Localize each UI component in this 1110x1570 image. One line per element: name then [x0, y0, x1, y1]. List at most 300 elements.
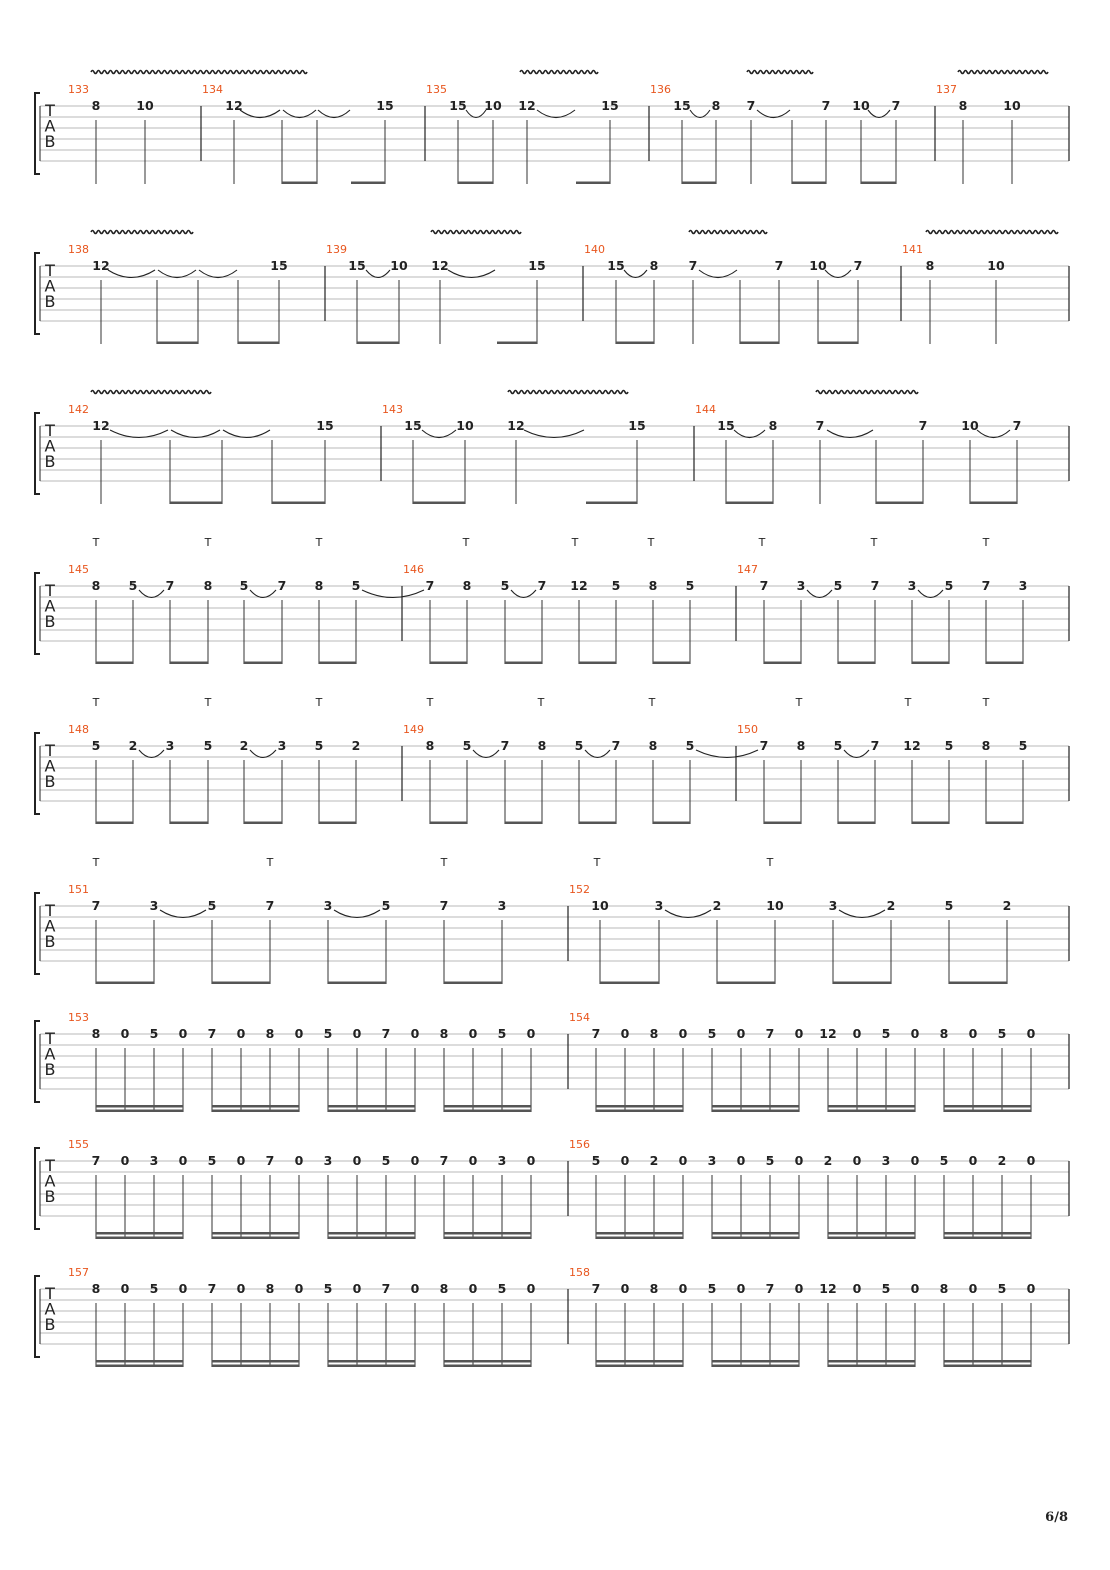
- beam: [596, 1232, 683, 1235]
- measure-number: 150: [737, 723, 758, 736]
- tie: [624, 270, 647, 278]
- system-bracket: [35, 413, 40, 494]
- tap-mark: T: [795, 696, 803, 709]
- beam: [986, 822, 1023, 825]
- fret-number: 0: [410, 1281, 420, 1296]
- fret-number: 7: [746, 98, 756, 113]
- tab-clef-letter: B: [44, 1187, 56, 1206]
- fret-number: 5: [833, 578, 843, 593]
- fret-number: 8: [537, 738, 547, 753]
- tie: [868, 110, 890, 118]
- beam: [430, 822, 467, 825]
- tap-mark: T: [204, 696, 212, 709]
- system-bracket: [35, 733, 40, 814]
- beam: [828, 1365, 915, 1368]
- vibrato-mark: [689, 231, 767, 234]
- beam: [876, 502, 923, 505]
- fret-number: 3: [149, 898, 159, 913]
- fret-number: 5: [91, 738, 101, 753]
- tap-mark: T: [593, 856, 601, 869]
- fret-number: 5: [944, 738, 954, 753]
- tap-mark: T: [766, 856, 774, 869]
- fret-number: 5: [323, 1281, 333, 1296]
- fret-number: 0: [1026, 1281, 1036, 1296]
- beam: [576, 182, 610, 185]
- tab-clef-letter: A: [44, 1044, 56, 1064]
- fret-number: 5: [611, 578, 621, 593]
- fret-number: 0: [968, 1281, 978, 1296]
- tie: [473, 750, 499, 758]
- beam: [328, 1237, 415, 1240]
- fret-number: 5: [685, 578, 695, 593]
- fret-number: 0: [526, 1281, 536, 1296]
- beam: [944, 1110, 1031, 1113]
- vibrato-mark: [816, 391, 918, 394]
- beam: [505, 822, 542, 825]
- fret-number: 5: [591, 1153, 601, 1168]
- fret-number: 7: [439, 898, 449, 913]
- fret-number: 0: [678, 1153, 688, 1168]
- beam: [497, 342, 537, 345]
- fret-number: 8: [649, 1026, 659, 1041]
- beam: [944, 1232, 1031, 1235]
- fret-number: 7: [918, 418, 928, 433]
- fret-number: 8: [439, 1281, 449, 1296]
- tap-mark: T: [266, 856, 274, 869]
- fret-number: 10: [484, 98, 502, 113]
- fret-number: 8: [939, 1281, 949, 1296]
- fret-number: 8: [265, 1281, 275, 1296]
- fret-number: 0: [526, 1153, 536, 1168]
- tie: [585, 750, 610, 758]
- fret-number: 5: [207, 1153, 217, 1168]
- beam: [912, 822, 949, 825]
- tab-system: [35, 391, 1069, 505]
- fret-number: 0: [294, 1153, 304, 1168]
- fret-number: 7: [165, 578, 175, 593]
- fret-number: 5: [351, 578, 361, 593]
- measure-number: 154: [569, 1011, 590, 1024]
- tap-mark: T: [758, 536, 766, 549]
- tab-clef-letter: T: [45, 901, 55, 920]
- fret-number: 5: [997, 1026, 1007, 1041]
- tab-clef-letter: T: [45, 1156, 55, 1175]
- fret-number: 5: [128, 578, 138, 593]
- tie: [690, 110, 710, 118]
- beam: [682, 182, 716, 185]
- beam: [157, 342, 198, 345]
- measure-number: 133: [68, 83, 89, 96]
- beam: [444, 1360, 531, 1363]
- fret-number: 8: [768, 418, 778, 433]
- fret-number: 12: [92, 258, 110, 273]
- tap-mark: T: [204, 536, 212, 549]
- fret-number: 5: [239, 578, 249, 593]
- beam: [944, 1105, 1031, 1108]
- tab-clef-letter: B: [44, 292, 56, 311]
- tap-mark: T: [870, 536, 878, 549]
- fret-number: 12: [819, 1026, 837, 1041]
- fret-number: 0: [910, 1026, 920, 1041]
- tie: [422, 430, 456, 438]
- tie: [318, 110, 350, 118]
- beam: [328, 1232, 415, 1235]
- tab-clef-letter: A: [44, 116, 56, 136]
- tie: [108, 270, 155, 278]
- fret-number: 0: [120, 1281, 130, 1296]
- beam: [430, 662, 467, 665]
- fret-number: 5: [939, 1153, 949, 1168]
- fret-number: 15: [449, 98, 467, 113]
- beam: [96, 1237, 183, 1240]
- fret-number: 7: [277, 578, 287, 593]
- fret-number: 8: [314, 578, 324, 593]
- fret-number: 7: [870, 738, 880, 753]
- beam: [596, 1237, 683, 1240]
- beam: [726, 502, 773, 505]
- fret-number: 3: [149, 1153, 159, 1168]
- fret-number: 8: [462, 578, 472, 593]
- fret-number: 0: [178, 1026, 188, 1041]
- fret-number: 5: [833, 738, 843, 753]
- fret-number: 0: [410, 1026, 420, 1041]
- tab-clef-letter: B: [44, 452, 56, 471]
- fret-number: 8: [91, 578, 101, 593]
- fret-number: 0: [178, 1153, 188, 1168]
- vibrato-mark: [747, 71, 813, 74]
- beam: [244, 822, 282, 825]
- tie: [665, 910, 711, 918]
- beam: [828, 1110, 915, 1113]
- fret-number: 7: [591, 1281, 601, 1296]
- tie: [977, 430, 1010, 438]
- fret-number: 3: [881, 1153, 891, 1168]
- vibrato-mark: [926, 231, 1058, 234]
- beam: [970, 502, 1017, 505]
- beam: [828, 1237, 915, 1240]
- fret-number: 0: [120, 1153, 130, 1168]
- beam: [712, 1232, 799, 1235]
- fret-number: 5: [997, 1281, 1007, 1296]
- tie: [158, 270, 196, 278]
- fret-number: 8: [91, 98, 101, 113]
- tie: [139, 750, 164, 758]
- vibrato-mark: [431, 231, 521, 234]
- fret-number: 0: [352, 1281, 362, 1296]
- fret-number: 7: [611, 738, 621, 753]
- beam: [328, 1105, 415, 1108]
- fret-number: 2: [712, 898, 722, 913]
- beam: [413, 502, 465, 505]
- fret-number: 5: [881, 1026, 891, 1041]
- measure-number: 155: [68, 1138, 89, 1151]
- tab-system: [35, 1011, 1069, 1112]
- fret-number: 0: [620, 1281, 630, 1296]
- beam: [444, 1105, 531, 1108]
- beam: [986, 662, 1023, 665]
- tie: [537, 110, 575, 118]
- fret-number: 3: [497, 898, 507, 913]
- fret-number: 3: [796, 578, 806, 593]
- tie: [466, 110, 486, 118]
- fret-number: 7: [439, 1153, 449, 1168]
- tab-clef-letter: B: [44, 132, 56, 151]
- tap-mark: T: [92, 696, 100, 709]
- tie: [757, 110, 790, 118]
- vibrato-mark: [91, 231, 193, 234]
- fret-number: 12: [92, 418, 110, 433]
- fret-number: 2: [649, 1153, 659, 1168]
- fret-number: 0: [294, 1281, 304, 1296]
- system-bracket: [35, 893, 40, 974]
- tab-clef-letter: T: [45, 1029, 55, 1048]
- fret-number: 5: [207, 898, 217, 913]
- fret-number: 5: [944, 898, 954, 913]
- beam: [838, 662, 875, 665]
- fret-number: 7: [381, 1281, 391, 1296]
- beam: [818, 342, 858, 345]
- fret-number: 5: [149, 1281, 159, 1296]
- tap-mark: T: [571, 536, 579, 549]
- tap-mark: T: [440, 856, 448, 869]
- fret-number: 3: [323, 898, 333, 913]
- beam: [828, 1232, 915, 1235]
- measure-number: 136: [650, 83, 671, 96]
- fret-number: 0: [852, 1026, 862, 1041]
- tab-clef-letter: T: [45, 421, 55, 440]
- beam: [616, 342, 654, 345]
- fret-number: 0: [120, 1026, 130, 1041]
- beam: [272, 502, 325, 505]
- fret-number: 5: [574, 738, 584, 753]
- beam: [712, 1360, 799, 1363]
- beam: [212, 1105, 299, 1108]
- beam: [212, 1237, 299, 1240]
- fret-number: 8: [649, 1281, 659, 1296]
- tie: [839, 910, 885, 918]
- fret-number: 0: [968, 1026, 978, 1041]
- beam: [212, 1232, 299, 1235]
- tie: [171, 430, 220, 438]
- beam: [319, 662, 356, 665]
- fret-number: 0: [410, 1153, 420, 1168]
- beam: [944, 1360, 1031, 1363]
- beam: [212, 1365, 299, 1368]
- tap-mark: T: [648, 696, 656, 709]
- fret-number: 15: [673, 98, 691, 113]
- tap-mark: T: [426, 696, 434, 709]
- tie: [199, 270, 237, 278]
- tab-clef-letter: B: [44, 932, 56, 951]
- beam: [444, 982, 502, 985]
- tab-clef-letter: A: [44, 436, 56, 456]
- tab-system: [35, 856, 1069, 984]
- fret-number: 15: [601, 98, 619, 113]
- beam: [282, 182, 317, 185]
- fret-number: 7: [981, 578, 991, 593]
- measure-number: 156: [569, 1138, 590, 1151]
- fret-number: 3: [277, 738, 287, 753]
- tab-clef-letter: A: [44, 1171, 56, 1191]
- fret-number: 7: [207, 1281, 217, 1296]
- fret-number: 5: [944, 578, 954, 593]
- fret-number: 12: [431, 258, 449, 273]
- beam: [712, 1105, 799, 1108]
- tap-mark: T: [537, 696, 545, 709]
- beam: [328, 1110, 415, 1113]
- fret-number: 2: [997, 1153, 1007, 1168]
- measure-number: 138: [68, 243, 89, 256]
- tie: [223, 430, 270, 438]
- tab-system: [35, 231, 1069, 345]
- tie: [844, 750, 869, 758]
- beam: [96, 1365, 183, 1368]
- fret-number: 0: [1026, 1026, 1036, 1041]
- vibrato-mark: [958, 71, 1048, 74]
- fret-number: 5: [381, 898, 391, 913]
- fret-number: 0: [468, 1153, 478, 1168]
- fret-number: 7: [265, 898, 275, 913]
- fret-number: 3: [497, 1153, 507, 1168]
- fret-number: 12: [819, 1281, 837, 1296]
- tab-clef-letter: T: [45, 741, 55, 760]
- tab-clef-letter: B: [44, 612, 56, 631]
- beam: [828, 1360, 915, 1363]
- fret-number: 15: [376, 98, 394, 113]
- fret-number: 0: [236, 1026, 246, 1041]
- tie: [362, 590, 424, 598]
- tap-mark: T: [982, 536, 990, 549]
- measure-number: 158: [569, 1266, 590, 1279]
- beam: [444, 1110, 531, 1113]
- measure-number: 149: [403, 723, 424, 736]
- fret-number: 10: [961, 418, 979, 433]
- fret-number: 2: [1002, 898, 1012, 913]
- tab-system: [35, 71, 1069, 185]
- fret-number: 15: [316, 418, 334, 433]
- fret-number: 12: [225, 98, 243, 113]
- fret-number: 15: [628, 418, 646, 433]
- fret-number: 7: [891, 98, 901, 113]
- beam: [96, 1105, 183, 1108]
- beam: [861, 182, 896, 185]
- fret-number: 3: [828, 898, 838, 913]
- tie: [448, 270, 495, 278]
- fret-number: 3: [165, 738, 175, 753]
- beam: [328, 1360, 415, 1363]
- fret-number: 5: [707, 1281, 717, 1296]
- fret-number: 0: [620, 1153, 630, 1168]
- beam: [444, 1365, 531, 1368]
- fret-number: 10: [852, 98, 870, 113]
- tab-clef-letter: B: [44, 1060, 56, 1079]
- fret-number: 0: [236, 1281, 246, 1296]
- fret-number: 8: [91, 1281, 101, 1296]
- beam: [96, 822, 133, 825]
- fret-number: 3: [707, 1153, 717, 1168]
- fret-number: 0: [468, 1026, 478, 1041]
- tie: [699, 270, 737, 278]
- beam: [596, 1360, 683, 1363]
- beam: [828, 1105, 915, 1108]
- fret-number: 7: [91, 1153, 101, 1168]
- fret-number: 7: [265, 1153, 275, 1168]
- tap-mark: T: [92, 536, 100, 549]
- beam: [170, 502, 222, 505]
- fret-number: 8: [939, 1026, 949, 1041]
- fret-number: 7: [759, 738, 769, 753]
- fret-number: 7: [774, 258, 784, 273]
- tap-mark: T: [904, 696, 912, 709]
- fret-number: 8: [648, 738, 658, 753]
- measure-number: 148: [68, 723, 89, 736]
- fret-number: 8: [265, 1026, 275, 1041]
- fret-number: 5: [314, 738, 324, 753]
- fret-number: 8: [796, 738, 806, 753]
- measure-number: 147: [737, 563, 758, 576]
- measure-number: 157: [68, 1266, 89, 1279]
- fret-number: 0: [736, 1026, 746, 1041]
- beam: [949, 982, 1007, 985]
- fret-number: 7: [425, 578, 435, 593]
- fret-number: 15: [607, 258, 625, 273]
- fret-number: 5: [497, 1281, 507, 1296]
- beam: [212, 1360, 299, 1363]
- beam: [96, 1110, 183, 1113]
- tie: [825, 270, 851, 278]
- beam: [96, 662, 133, 665]
- fret-number: 15: [404, 418, 422, 433]
- tab-clef-letter: B: [44, 772, 56, 791]
- tie: [283, 110, 316, 118]
- fret-number: 5: [500, 578, 510, 593]
- beam: [712, 1237, 799, 1240]
- fret-number: 5: [462, 738, 472, 753]
- beam: [319, 822, 356, 825]
- tap-mark: T: [982, 696, 990, 709]
- beam: [328, 982, 386, 985]
- fret-number: 8: [203, 578, 213, 593]
- tab-clef-letter: A: [44, 916, 56, 936]
- fret-number: 2: [128, 738, 138, 753]
- tap-mark: T: [315, 536, 323, 549]
- tab-clef-letter: B: [44, 1315, 56, 1334]
- page-number: 6/8: [1045, 1510, 1068, 1525]
- tab-system: [35, 536, 1069, 664]
- tab-clef-letter: A: [44, 596, 56, 616]
- tie: [334, 910, 380, 918]
- fret-number: 7: [765, 1026, 775, 1041]
- vibrato-mark: [91, 71, 307, 74]
- tab-clef-letter: A: [44, 276, 56, 296]
- beam: [653, 662, 690, 665]
- vibrato-mark: [508, 391, 628, 394]
- tie: [240, 110, 280, 118]
- beam: [764, 662, 801, 665]
- fret-number: 0: [852, 1281, 862, 1296]
- system-bracket: [35, 1276, 40, 1357]
- beam: [764, 822, 801, 825]
- fret-number: 0: [352, 1026, 362, 1041]
- tap-mark: T: [647, 536, 655, 549]
- beam: [944, 1365, 1031, 1368]
- beam: [740, 342, 779, 345]
- measure-number: 135: [426, 83, 447, 96]
- tab-system: [35, 696, 1069, 824]
- fret-number: 7: [821, 98, 831, 113]
- tie: [139, 590, 164, 598]
- fret-number: 7: [815, 418, 825, 433]
